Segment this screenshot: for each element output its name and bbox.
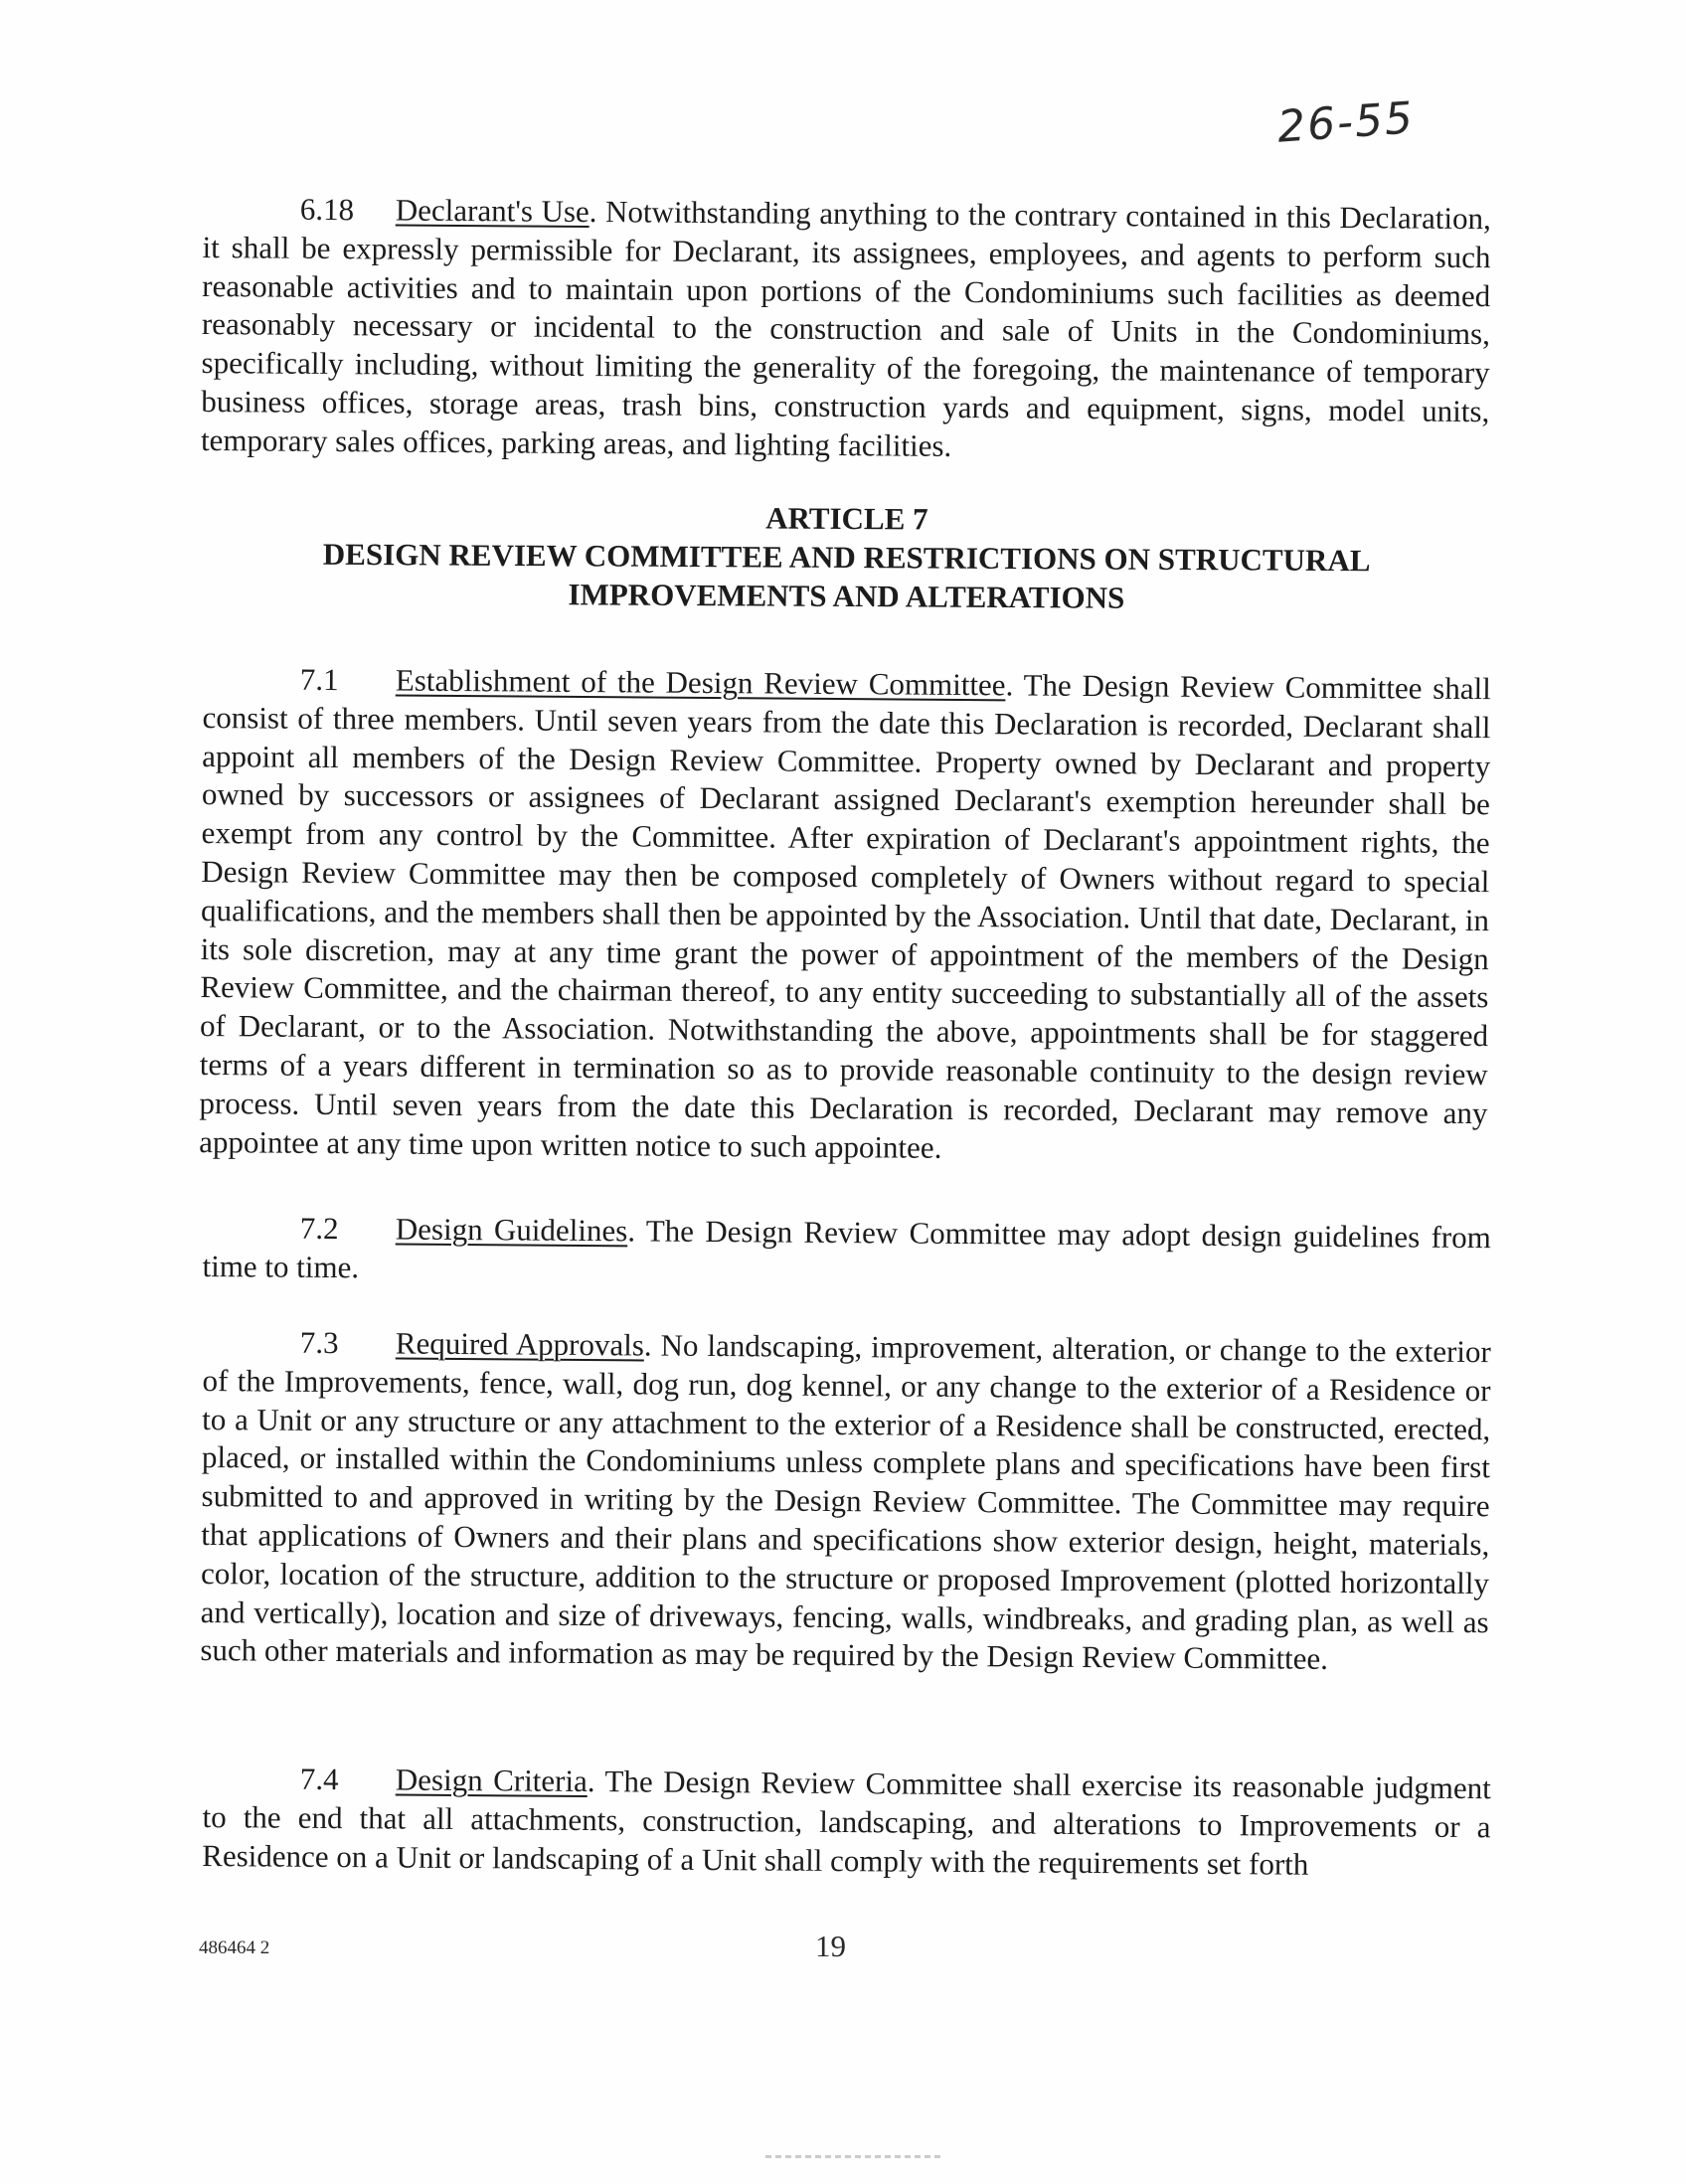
section-title: Establishment of the Design Review Committee xyxy=(395,662,1006,703)
footer-page-number: 19 xyxy=(815,1929,846,1963)
section-6-18-paragraph xyxy=(201,190,1491,470)
section-7-4-paragraph xyxy=(202,1760,1491,1886)
article-heading xyxy=(202,495,1491,619)
section-text: . Notwithstanding anything to the contrary contained in this Declaration, it shall be expressly permissible for Declarant, its assignees, employees, and agents to perform such reasonable activities and to maintain upon portions of the Condominiums such facilities as deemed reasonably necessary or incidental to the construction and sale of Units in the Condominiums, specifically including, without limiting the generality of the foregoing, the maintenance of temporary business offices, storage areas, trash bins, construction yards and equipment, signs, model units, temporary sales offices, parking areas, and lighting facilities. xyxy=(200,194,1491,463)
section-title: Design Criteria xyxy=(395,1762,588,1799)
section-number: 7.4 xyxy=(299,1761,339,1797)
section-number: 7.2 xyxy=(299,1210,339,1247)
section-title: Declarant's Use xyxy=(395,192,590,230)
section-number: 6.18 xyxy=(299,191,355,228)
section-text: . The Design Review Committee shall exercise its reasonable judgment to the end that all attachments, construction, landscaping, and alterations to Improvements or a Residence on a Unit or landscaping of a Unit shall comply with the requirements set forth xyxy=(202,1764,1491,1882)
article-title-line-1: DESIGN REVIEW COMMITTEE AND RESTRICTIONS ON STRUCTURAL xyxy=(322,536,1371,579)
section-number: 7.1 xyxy=(299,661,339,698)
section-title: Design Guidelines xyxy=(395,1211,628,1249)
section-text: . No landscaping, improvement, alteration, or change to the exterior of the Improvements, fence, wall, dog run, dog kennel, or any change to the exterior of a Residence or to a Unit or any structure or any attachment to the exterior of a Residence shall be constructed, erected, placed, or installed within the Condominiums unless complete plans and specifications have been first submitted to and approved in writing by the Design Review Committee. The Committee may require that applications of Owners and their plans and specifications show exterior design, height, materials, color, location of the structure, addition to the structure or proposed Improvement (plotted horizontally and vertically), location and size of driveways, fencing, walls, windbreaks, and grading plan, as well as such other materials and information as may be required by the Design Review Committee. xyxy=(200,1327,1491,1677)
section-7-1-paragraph xyxy=(199,660,1491,1172)
section-title: Required Approvals xyxy=(395,1325,645,1363)
section-7-3-paragraph xyxy=(200,1323,1491,1680)
section-number: 7.3 xyxy=(299,1324,339,1361)
scan-artifact xyxy=(765,2155,944,2158)
handwritten-page-annotation: 26-55 xyxy=(1275,92,1417,153)
article-label: ARTICLE 7 xyxy=(765,500,928,537)
section-text: . The Design Review Committee shall consist of three members. Until seven years from the date this Declaration is recorded, Declarant shall appoint all members of the Design Review Committee. Property owned by Declarant and property owned by successors or assignees of Declarant assigned Declarant's exemption hereunder shall be exempt from any control by the Committee. After expiration of Declarant's appointment rights, the Design Review Committee may then be composed completely of Owners without regard to special qualifications, and the members shall then be appointed by the Association. Until that date, Declarant, in its sole discretion, may at any time grant the power of appointment of the members of the Design Review Committee, and the chairman thereof, to any entity succeeding to substantially all of the assets of Declarant, or to the Association. Notwithstanding the above, appointments shall be for staggered terms of a years different in termination so as to provide reasonable continuity to the design review process. Until seven years from the date this Declaration is recorded, Declarant may remove any appointee at any time upon written notice to such appointee. xyxy=(199,667,1491,1165)
section-7-2-paragraph xyxy=(202,1209,1491,1296)
section-text: . The Design Review Committee may adopt design guidelines from time to time. xyxy=(202,1213,1491,1285)
footer-document-id: 486464 2 xyxy=(199,1937,270,1958)
article-title-line-2: IMPROVEMENTS AND ALTERATIONS xyxy=(568,577,1125,615)
